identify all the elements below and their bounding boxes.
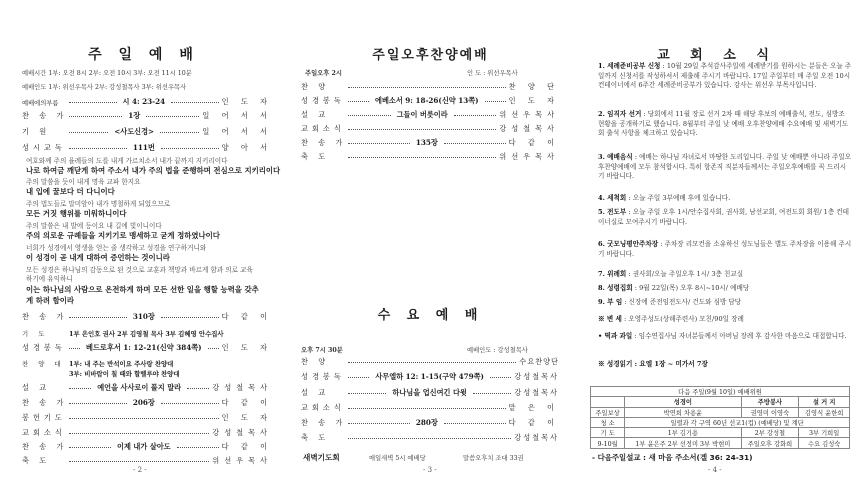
order-row: 축 도 위선우목사 [22, 456, 272, 465]
table-row: 기 도 1부 김기용 2부 강성철 3부 기희일 [591, 428, 850, 438]
reading-line: 주의 의로운 규례들을 지키기로 맹세하고 굳게 정하였나이다 [26, 231, 220, 240]
table-row: 청 소 일렬과 각 구역 60년 선교1(컵) (예배당) 및 계단 [591, 417, 850, 427]
reading-line: 하기에 유익하니 [26, 275, 73, 283]
table-row: 9-10월 1부 윤은주 2부 선정미 3부 박현미 주일오후 강화희 수요 김성숙 [591, 438, 850, 448]
order-row: 찬 양 찬 양 단 [301, 82, 559, 91]
table-header-row: 성경이 주방봉사 설 거 지 [591, 397, 850, 407]
reading-line: 모든 거짓 행위를 미워하니이다 [26, 209, 127, 218]
order-row: 봉헌기도 인 도 자 [22, 413, 272, 422]
reading-line: 나로 하여금 깨닫게 하여 주소서 내가 주의 법을 준행하며 전심으로 지키리이다 [26, 166, 281, 175]
order-row: 축 도 강성철목사 [301, 433, 559, 442]
news-item: 1. 세례준비공부 신청 : 10월 29일 추석감사주일에 세례받기를 원하시는 분들은 오늘 주일까지 신청서를 작성하셔서 제출해 주시기 바랍니다. 17일 주일부터 매 주일 오전 10시 컨테이너에서 6주간 세례준비공부가 있습니다. 강사는 위선우 부목사입니다. [598, 62, 852, 90]
news-item: 4. 세척회 : 오늘 주일 3부예배 후에 있습니다. [598, 194, 731, 202]
reading-line: 이는 하나님의 사람으로 온전하게 하며 모든 선한 일을 행할 능력을 갖추 [26, 285, 259, 294]
news-item: ※ 성경읽기 : 요엘 1장 ~ 미가서 7장 [598, 360, 708, 368]
order-row: 교회소식 강성철목사 [22, 428, 272, 437]
page-3 [287, 0, 574, 484]
order-row: 기 원 <사도신경> 일 어 서 서 [22, 127, 272, 136]
news-item: ※ 변 세 : 오영주성도(상해주련사) 모친/90일 장례 [598, 315, 744, 323]
reading-line: 여호와께 주의 율례들의 도를 내게 가르치소서 내가 끝까지 지키리이다 [26, 157, 228, 165]
section-title: 수 요 예 배 [377, 308, 484, 323]
order-row: 축 도 위선우목사 [301, 152, 559, 161]
page-title: 주 일 예 배 [88, 47, 199, 63]
order-row: 찬 송 가 1장 일 어 서 서 [22, 111, 272, 120]
order-row: 찬 양 대 1부: 내 주는 반석이요 주사랑 찬양대 [22, 359, 174, 368]
page-number: - 2 - [133, 466, 147, 474]
news-item: 6. 굿모닝평안주차장 : 주차장 리모컨을 소유하신 성도님들은 별도 주차장을 이용해 주시기 바랍니다. [598, 240, 852, 258]
service-time: 주일오후 2시 [305, 70, 342, 77]
order-row: 3부: 비바람이 칠 때와 할렐루야 찬양대 [69, 369, 180, 378]
news-item: 2. 임직자 선거 : 당회에서 11월 장로 선거 2차 때 해당 후보의 예배출석, 전도, 심방조 현황을 공개하기로 했습니다. 8월부터 주일 낮 예배 오후찬양예배 수요예배 및 새벽기도회 출석 사항을 체크하고 있습니다. [598, 110, 849, 138]
dawn-prayer-time: 매일새벽 5시 예배당 [369, 455, 426, 462]
reading-line: 이 성경이 곧 내게 대하여 증언하는 것이니라 [26, 253, 170, 262]
order-row: 성시교독 111번 양 아 서 [22, 143, 273, 152]
page-2 [0, 0, 287, 484]
table-row: 주일보상 박연희 차용윤 권영미 이영숙 김영식 윤한희 [591, 407, 850, 417]
reading-line: 주의 말씀은 내 발에 등이요 내 길에 빛이니이다 [26, 222, 162, 230]
reading-line: 게 하려 함이라 [26, 296, 74, 305]
next-sermon: - 다음주일설교 : 새 마음 주소서(겔 36: 24-31) [592, 453, 753, 462]
news-item: 9. 부 임 : 신장에 준전임전도사/ 건도와 심방 담당 [598, 298, 742, 306]
dawn-prayer-note: 말씀오후치 조대 33권 [463, 455, 524, 462]
service-time: 오후 7시 30분 [301, 347, 343, 354]
page-4 [574, 0, 860, 484]
order-row: 기 도 1부 은인호 권사 2부 김영철 목사 3부 김혜영 안수집사 [22, 329, 224, 338]
order-row: 성경봉독 사무엘하 12: 1-15(구약 479쪽) 강성철목사 [301, 372, 559, 381]
order-row: 설 교 예언을 사사로이 풀지 말라 강성철목사 [22, 383, 273, 392]
reading-line: 주의 말씀을 듯이 내게 명육 교파 한지요 [26, 178, 141, 186]
order-row: 설 교 하나님을 업신여긴 다윗 강성철목사 [301, 388, 559, 397]
order-row: 찬 송 가 이제 내가 살아도 다 같 이 [22, 442, 273, 451]
reading-line: 주의 법도들로 말미암아 내가 명철하게 되었으므로 [26, 200, 171, 208]
table-caption: 다음 주일(9월 10일) 예배위원 [591, 387, 850, 397]
order-row: 성경봉독 베드로후서 1: 12-21(신약 384쪽) 인 도 자 [22, 343, 272, 352]
order-row: 찬 송 가 135장 다 같 이 [301, 138, 560, 147]
news-item: 3. 예배음식 : 예배는 하나님 자녀로서 마땅한 도리입니다. 주일 낮 예배뿐 아니라 주일오후찬양예배에 모두 참석합시다. 특히 항존직 직분자들께서는 주일오후예배를 꼭 드리시기 바랍니다. [598, 153, 852, 181]
order-row: 교회소식 맡 은 이 [301, 403, 559, 412]
page-title: 주일오후찬양예배 [372, 48, 489, 63]
dawn-prayer-label: 새벽기도회 [303, 453, 340, 462]
order-row: 예배에의부름 시 4: 23-24 인 도 자 [22, 97, 272, 107]
news-item: 8. 성령집회 : 9월 22일(목) 오후 8시~10시/ 예배당 [598, 284, 750, 292]
page-number: - 4 - [708, 466, 722, 474]
worship-committee-table [590, 386, 850, 449]
order-row: 교회소식 강성철목사 [301, 124, 559, 133]
page-number: - 3 - [423, 466, 437, 474]
page-title: 교 회 소 식 [657, 48, 777, 63]
order-row: 찬 송 가 310장 다 같 이 [22, 312, 273, 321]
service-times: 예배시간 1부: 오전 8시 2부: 오전 10시 3부: 오전 11시 10분 [22, 70, 192, 77]
order-row: 찬 송 가 280장 다 같 이 [301, 418, 560, 427]
order-row: 설 교 그들이 버릇이라 위선우목사 [301, 110, 560, 119]
news-item: 7. 위례회 : 권사회/오늘 주일오후 1시/ 3층 친교실 [598, 270, 744, 278]
news-item: • 떡과 과일 : 임수연집사님 자녀분들께서 아버님 장례 후 감사한 마음으로 대접합니다. [598, 332, 847, 340]
order-row: 찬 양 수요찬양단 [301, 357, 559, 366]
news-item: 5. 전도부 : 오늘 주일 오후 1시/안수집사회, 권사회, 남선교회, 여전도회 회원/ 1층 컨테이너실로 모여주시기 바랍니다. [598, 208, 850, 226]
service-leader: 인 도 : 위선우목사 [467, 70, 518, 77]
reading-line: 모든 성경은 하나님의 감동으로 된 것으로 교훈과 책망과 바르게 함과 의로 교육 [26, 266, 253, 274]
service-leaders: 예배인도 1부: 위선우목사 2부: 강성철목사 3부: 위선우목사 [22, 84, 187, 91]
reading-line: 내 입에 꿀보다 더 다니이다 [26, 187, 115, 196]
order-row: 찬 송 가 206장 다 같 이 [22, 398, 273, 407]
order-row: 성경봉독 에베소서 9: 18-26(신약 13쪽) 인 도 자 [301, 96, 559, 105]
reading-line: 너희가 성경에서 영생을 얻는 줄 생각하고 성경을 연구하거니와 [26, 244, 207, 252]
service-leader: 예배인도 : 강성철목사 [467, 347, 528, 354]
